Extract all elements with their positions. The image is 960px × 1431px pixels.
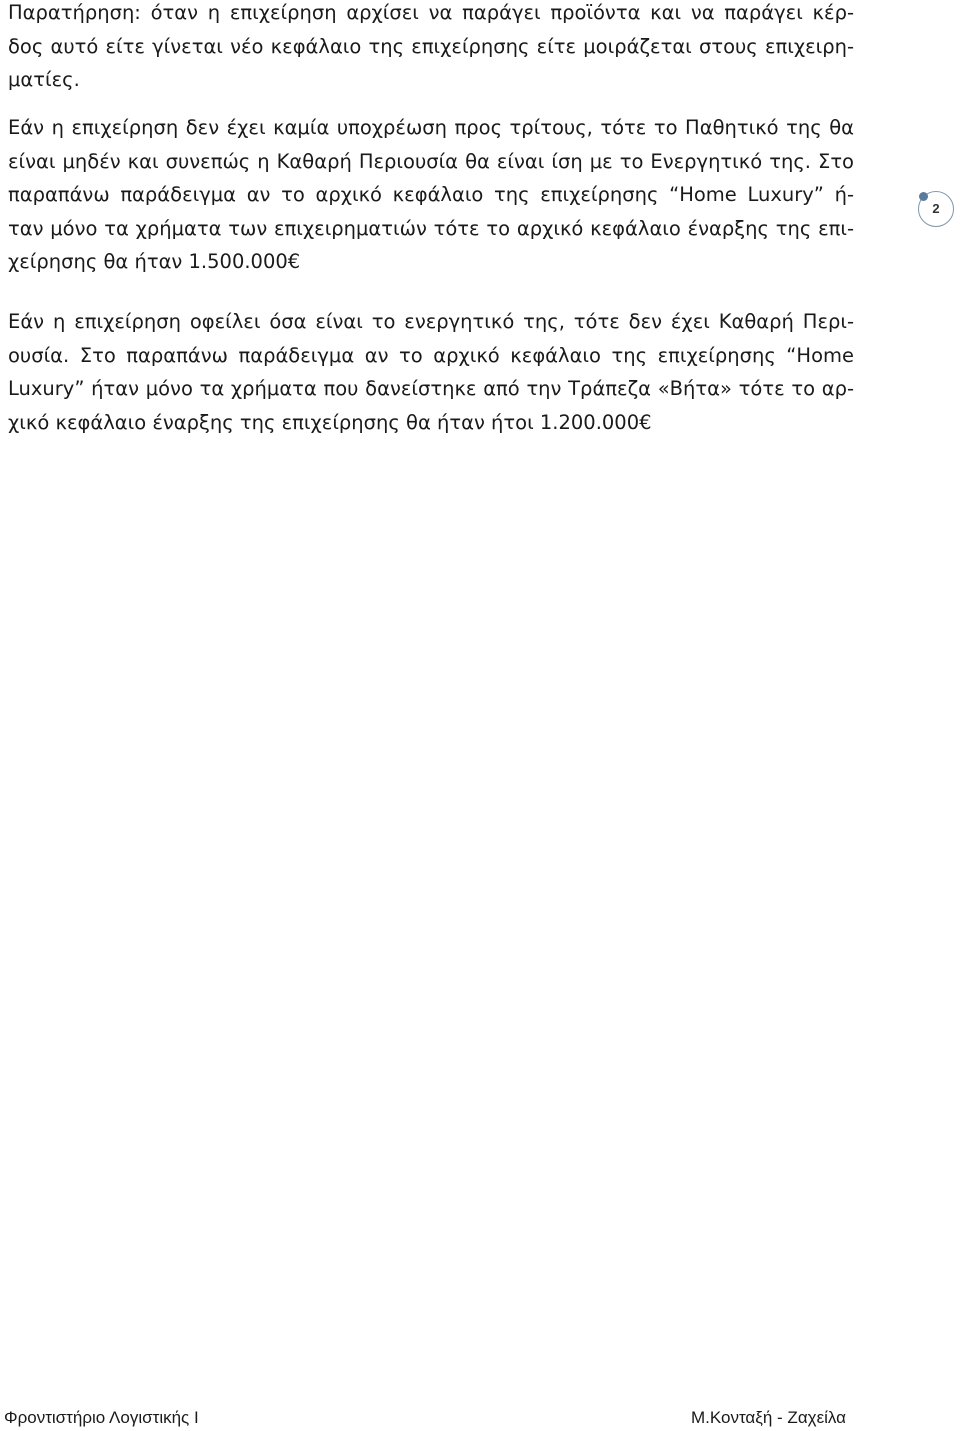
footer-left-text: Φροντιστήριο Λογιστικής Ι: [4, 1408, 199, 1427]
text-line: ματίες.: [8, 68, 80, 91]
text-line: Εάν η επιχείρηση οφείλει όσα είναι το ενεργητικό της, τότε δεν έχει Καθαρή Περι-: [8, 310, 854, 333]
text-line: είναι μηδέν και συνεπώς η Καθαρή Περιουσία θα είναι ίση με το Ενεργητικό της. Στο: [8, 149, 854, 173]
text-line: χικό κεφάλαιο έναρξης της επιχείρησης θα ήταν ήτοι 1.200.000€: [8, 410, 652, 434]
page-number: 2: [932, 201, 940, 216]
footer-right-text: Μ.Κονταξή - Ζαχείλα: [690, 1408, 846, 1427]
paragraph-note: [8, 0, 854, 97]
text-line: ουσία. Στο παραπάνω παράδειγμα αν το αρχικό κεφάλαιο της επιχείρησης “Home: [8, 343, 854, 367]
text-line: Παρατήρηση: όταν η επιχείρηση αρχίσει να παράγει προϊόντα και να παράγει κέρ-: [8, 1, 854, 24]
text-line: ταν μόνο τα χρήματα των επιχειρηματιών τότε το αρχικό κεφάλαιο έναρξης της επι-: [8, 216, 854, 240]
page-number-badge: [916, 189, 960, 233]
text-line: Εάν η επιχείρηση δεν έχει καμία υποχρέωση προς τρίτους, τότε το Παθητικό της θα: [8, 116, 854, 139]
text-line: δος αυτό είτε γίνεται νέο κεφάλαιο της επιχείρησης είτε μοιράζεται στους επιχειρη-: [8, 34, 854, 58]
paragraph-no-net-worth: [8, 305, 854, 439]
paragraph-no-liabilities: [8, 111, 854, 279]
text-line: παραπάνω παράδειγμα αν το αρχικό κεφάλαιο της επιχείρησης “Home Luxury” ή-: [8, 183, 854, 206]
text-line: Luxury” ήταν μόνο τα χρήματα που δανείστηκε από την Τράπεζα «Βήτα» τότε το αρ-: [8, 377, 854, 400]
text-line: χείρησης θα ήταν 1.500.000€: [8, 250, 301, 273]
